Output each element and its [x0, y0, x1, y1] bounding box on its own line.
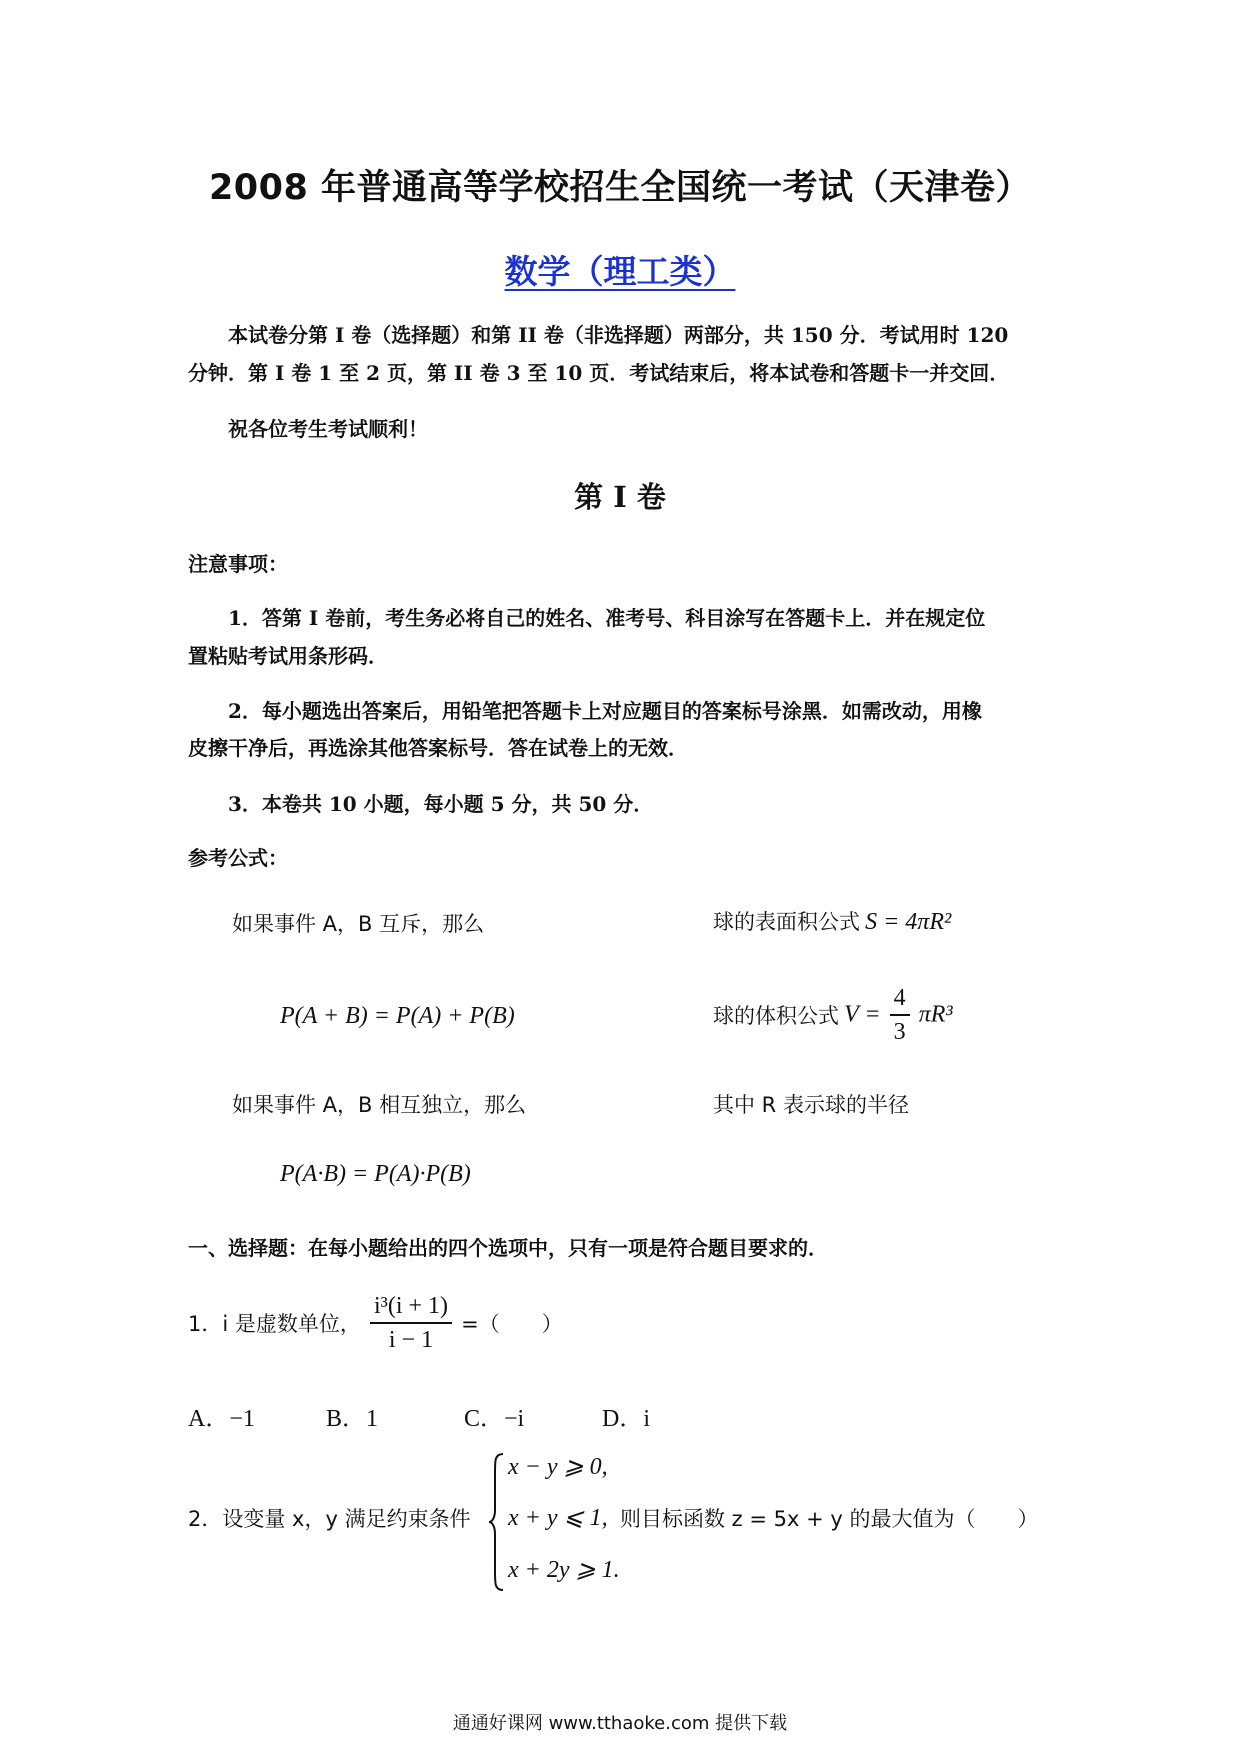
constraint-1: x − y ⩾ 0,	[508, 1454, 608, 1480]
note-1-line-2: 置粘贴考试用条形码．	[188, 644, 388, 668]
intro-line-1: 本试卷分第 I 卷（选择题）和第 II 卷（非选择题）两部分，共 150 分．考试用时 120	[228, 323, 1009, 347]
intro-line-2: 分钟．第 I 卷 1 至 2 页，第 II 卷 3 至 10 页．考试结束后，将本试卷和答题卡一并交回．	[188, 361, 1010, 385]
constraint-3: x + 2y ⩾ 1.	[508, 1557, 620, 1583]
sphere-volume-lhs: V =	[844, 1001, 881, 1028]
page-title: 2008 年普通高等学校招生全国统一考试（天津卷）	[208, 168, 1032, 208]
sphere-area-label: 球的表面积公式	[713, 910, 860, 934]
note-2-line-2: 皮擦干净后，再选涂其他答案标号．答在试卷上的无效．	[188, 736, 688, 760]
question-1-tail: =（ ）	[461, 1312, 563, 1336]
constraint-2: x + y ⩽ 1,	[508, 1505, 608, 1531]
sphere-volume-fraction	[890, 982, 910, 1048]
section-title: 第 I 卷	[574, 480, 666, 514]
product-rule-formula: P(A·B) = P(A)·P(B)	[280, 1161, 471, 1187]
question-1-stem: 1．i 是虚数单位，	[188, 1312, 361, 1336]
sphere-volume-row	[713, 982, 953, 1048]
formulas-heading: 参考公式：	[188, 846, 288, 870]
footer: 通通好课网 www.tthaoke.com 提供下载	[452, 1713, 788, 1734]
question-1-numerator: i³(i + 1)	[370, 1290, 452, 1324]
option-d: D．i	[602, 1406, 650, 1432]
sphere-area-formula: S = 4πR²	[865, 909, 952, 935]
subject-title	[0, 246, 1240, 293]
left-brace-icon	[487, 1452, 505, 1592]
subject-title-text: 数学（理工类）	[504, 252, 736, 291]
sphere-volume-rhs: πR³	[918, 1001, 953, 1028]
question-1-denominator: i − 1	[388, 1327, 434, 1353]
radius-note: 其中 R 表示球的半径	[713, 1093, 909, 1117]
question-1-options	[188, 1398, 734, 1433]
sum-rule-formula: P(A + B) = P(A) + P(B)	[280, 1003, 515, 1029]
sphere-volume-denominator: 3	[893, 1019, 906, 1045]
sphere-area-row	[713, 906, 951, 936]
question-1-fraction	[370, 1290, 452, 1356]
question-1	[188, 1290, 563, 1356]
sphere-volume-numerator: 4	[890, 982, 910, 1016]
part-one-heading: 一、选择题：在每小题给出的四个选项中，只有一项是符合题目要求的．	[188, 1236, 828, 1260]
question-2-stem: 2．设变量 x，y 满足约束条件	[188, 1507, 471, 1531]
mutually-exclusive-text: 如果事件 A，B 互斥，那么	[232, 912, 485, 936]
option-c: C．−i	[464, 1406, 525, 1432]
independent-text: 如果事件 A，B 相互独立，那么	[232, 1093, 527, 1117]
intro-wish: 祝各位考生考试顺利！	[228, 417, 428, 441]
sphere-volume-label: 球的体积公式	[713, 1004, 839, 1028]
question-2-tail: 则目标函数 z = 5x + y 的最大值为（ ）	[620, 1507, 1039, 1531]
note-1-line-1: 1．答第 I 卷前，考生务必将自己的姓名、准考号、科目涂写在答题卡上．并在规定位	[228, 606, 986, 630]
note-2-line-1: 2．每小题选出答案后，用铅笔把答题卡上对应题目的答案标号涂黑．如需改动，用橡	[228, 699, 982, 723]
note-3: 3．本卷共 10 小题，每小题 5 分，共 50 分．	[228, 792, 654, 816]
option-a: A．−1	[188, 1406, 255, 1432]
option-b: B．1	[326, 1406, 379, 1432]
notes-heading: 注意事项：	[188, 552, 288, 576]
